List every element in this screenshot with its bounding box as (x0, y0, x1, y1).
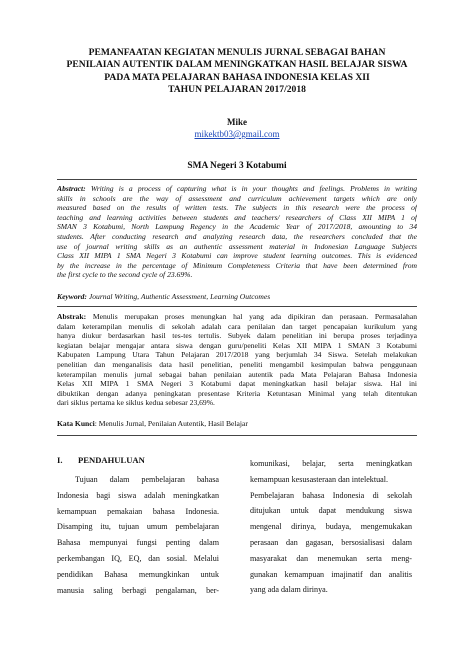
keywords-id-text: : Menulis Jurnal, Penilaian Autentik, Hasil Belajar (94, 419, 248, 428)
keywords-en-text: Journal Writing, Authentic Assessment, Learning Outcomes (86, 292, 271, 301)
abstract-id-line-10: dari siklus pertama ke siklus kedua sebesar 23,69%. (57, 398, 215, 408)
right-col-line-6: perasaan dan gagasan, bersosialisasi dalam (250, 537, 412, 547)
keywords-en (57, 292, 417, 302)
left-column (57, 472, 219, 598)
abstract-en-line-4: teaching and learning activities between students and teachers/ researchers of Class XII MIPA 1 of (57, 212, 417, 222)
abstract-en-line-6: students. After conducting research and analyzing research data, the researchers concluded that the (57, 231, 417, 241)
right-col-line-9: yang ada dalam dirinya. (250, 585, 328, 595)
left-col-line-4: Disamping itu, tujuan umum pembelajaran (57, 522, 219, 532)
abstract-id-line-7: keterampilan menulis jurnal sebagai bahan penilaian autentik pada Mata Pelajaran Bahasa Indonesia (57, 369, 417, 379)
left-col-line-8: manusia saling berbagi pengalaman, ber- (57, 585, 219, 595)
title-line-3: PADA MATA PELAJARAN BAHASA INDONESIA KELAS XII (104, 71, 370, 83)
right-col-line-1: komunikasi, belajar, serta meningkatkan (250, 459, 412, 468)
title-line-1: PEMANFAATAN KEGIATAN MENULIS JURNAL SEBAGAI BAHAN (88, 47, 386, 58)
abstract-id-line-3: hanya diukur berdasarkan hasil tes-tes tertulis. Subyek dalam penelitian ini berupa proses terjadinya (57, 331, 417, 341)
abstract-id-line-9: dibuktikan dengan adanya peningkatan presentase Kriteria Ketuntasan Minimal yang telah ditentukan (57, 388, 417, 398)
section-number: I. (57, 455, 63, 465)
abstract-id-line-8: Kelas XII MIPA 1 SMA Negeri 3 Kotabumi dapat meningkatkan hasil belajar siswa. Hal ini (57, 379, 417, 389)
abstract-en-line-2: skills in schools are the way of assessment and curriculum achievement targets which are only (57, 193, 417, 203)
abstract-id-line-5: Kabupaten Lampung Utara Tahun Pelajaran 2017/2018 yang berjumlah 34 Siswa. Setelah melakukan (57, 350, 417, 360)
author-email-link[interactable]: mikektb03@gmail.com (194, 129, 280, 139)
affiliation: SMA Negeri 3 Kotabumi (187, 161, 287, 171)
left-col-line-5: Bahasa mempunyai fungsi penting dalam (57, 538, 219, 548)
divider-top (57, 179, 417, 180)
left-col-line-3: kemampuan pemakaian bahasa Indonesia. (57, 506, 219, 516)
left-col-line-6: perkembangan IQ, EQ, dan sosial. Melalui (57, 553, 219, 563)
right-col-line-3: Pembelajaran bahasa Indonesia di sekolah (250, 490, 412, 500)
right-col-line-2: kemampuan kesusasteraan dan intelektual. (250, 474, 388, 484)
abstract-en-line-5: SMAN 3 Kotabumi, North Lampung Regency in the Academic Year of 2017/2018, amounting to 34 (57, 222, 417, 232)
abstract-en-line-10: the first cycle to the second cycle of 23.69%. (57, 270, 193, 280)
abstract-en-line-3: measured based on the results of written tests. The subjects in this research were the process of (57, 203, 417, 213)
right-col-line-5: mengenal dirinya, budaya, mengemukakan (250, 522, 412, 532)
abstract-id-line-2: dalam keterampilan menulis di sekolah adalah cara penilaian dan target pencapaian kurikulum yang (57, 321, 417, 331)
left-col-line-2: Indonesia bagi siswa adalah meningkatkan (57, 490, 219, 500)
paper-title (40, 47, 434, 96)
abstract-id-line-1: Menulis merupakan proses menungkan hal yang ada dipikiran dan perasaan. Permasalahan (86, 312, 417, 321)
keywords-en-label: Keyword: (57, 292, 87, 301)
title-line-4: TAHUN PELAJARAN 2017/2018 (168, 83, 306, 95)
abstract-id-line-4: kegiatan belajar mengajar antara siswa dengan guru/peneliti Kelas XII MIPA 1 SMAN 3 Kotabumi (57, 340, 417, 350)
left-col-line-7: pendidikan Bahasa memungkinkan untuk (57, 569, 219, 579)
divider-middle (57, 306, 417, 307)
abstract-en-line-7: use of journal writing skills as an authentic assessment material in Indonesian Language Subjects (57, 241, 417, 251)
author-email-row (0, 129, 474, 140)
right-column (250, 456, 412, 598)
section-title: PENDAHULUAN (78, 455, 145, 465)
divider-bottom (57, 435, 417, 436)
left-col-line-1: Tujuan dalam pembelajaran bahasa (75, 475, 219, 484)
abstract-id (57, 312, 417, 408)
right-col-line-4: ditujukan untuk dapat mendukung siswa (250, 506, 412, 516)
abstract-id-label: Abstrak: (57, 312, 87, 321)
abstract-en-label: Abstract: (57, 184, 86, 193)
title-line-2: PENILAIAN AUTENTIK DALAM MENINGKATKAN HASIL BELAJAR SISWA (66, 59, 408, 71)
right-col-line-8: gunakan kemampuan imajinatif dan analitis (250, 569, 412, 579)
abstract-en-line-1: Writing is a process of capturing what is in your thoughts and feelings. Problems in writing (85, 184, 417, 193)
abstract-en-line-8: Class XII MIPA 1 SMA Negeri 3 Kotabumi can improve student learning outcomes. This is evidenced (57, 251, 417, 261)
abstract-en (57, 184, 417, 280)
keywords-id (57, 419, 417, 429)
abstract-en-line-9: by the increase in the percentage of Minimum Completeness Criteria that have been determined from (57, 260, 417, 270)
author-name: Mike (227, 117, 247, 127)
keywords-id-label: Kata Kunci (57, 419, 95, 428)
section-heading (57, 455, 145, 466)
right-col-line-7: masyarakat dan menemukan serta meng- (250, 553, 412, 563)
abstract-id-line-6: penelitian dan menganalisis data hasil penelitian, peneliti mengambil kesimpulan bahwa penggunaan (57, 359, 417, 369)
